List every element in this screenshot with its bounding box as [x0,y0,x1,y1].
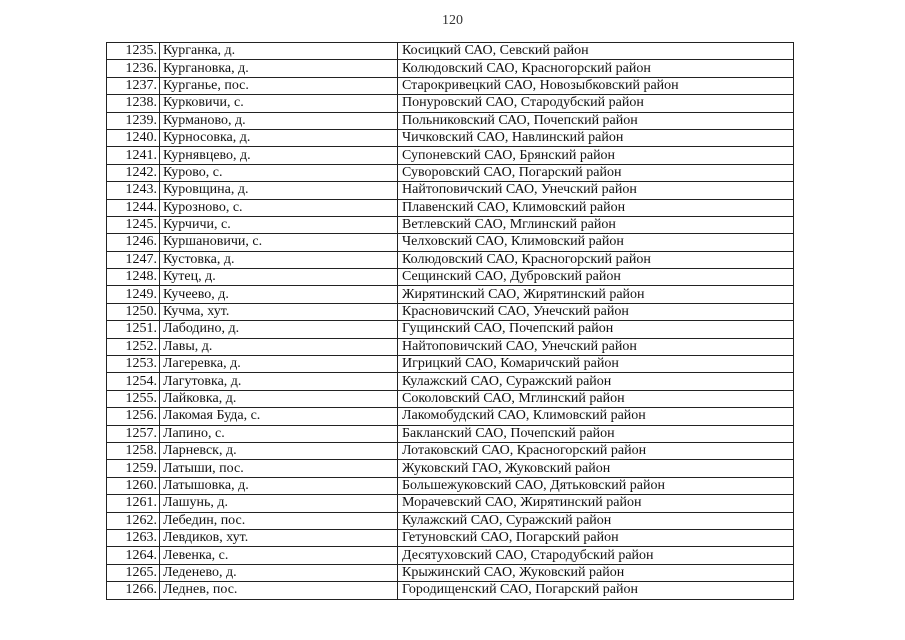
settlement-name-cell: Ларневск, д. [160,442,398,459]
settlement-name-cell: Курганье, пос. [160,77,398,94]
row-number-cell: 1260. [107,477,160,494]
row-number-cell: 1261. [107,495,160,512]
table-row [107,303,794,320]
settlement-name-cell: Левенка, с. [160,547,398,564]
table-row [107,147,794,164]
administration-cell: Кулажский САО, Суражский район [398,373,794,390]
row-number-cell: 1264. [107,547,160,564]
administration-cell: Лакомобудский САО, Климовский район [398,408,794,425]
row-number-cell: 1244. [107,199,160,216]
settlement-name-cell: Кустовка, д. [160,251,398,268]
settlement-name-cell: Лагеревка, д. [160,356,398,373]
row-number-cell: 1266. [107,582,160,599]
administration-cell: Польниковский САО, Почепский район [398,112,794,129]
settlement-name-cell: Курманово, д. [160,112,398,129]
row-number-cell: 1263. [107,529,160,546]
administration-cell: Крыжинский САО, Жуковский район [398,564,794,581]
administration-cell: Морачевский САО, Жирятинский район [398,495,794,512]
row-number-cell: 1241. [107,147,160,164]
table-row [107,582,794,599]
administration-cell: Городищенский САО, Погарский район [398,582,794,599]
table-row [107,338,794,355]
row-number-cell: 1262. [107,512,160,529]
settlements-table-body [107,43,794,600]
table-row [107,77,794,94]
settlements-table-container [106,42,794,600]
administration-cell: Чичковский САО, Навлинский район [398,129,794,146]
administration-cell: Большежуковский САО, Дятьковский район [398,477,794,494]
settlement-name-cell: Курносовка, д. [160,129,398,146]
administration-cell: Жуковский ГАО, Жуковский район [398,460,794,477]
row-number-cell: 1236. [107,60,160,77]
administration-cell: Десятуховский САО, Стародубский район [398,547,794,564]
table-row [107,547,794,564]
row-number-cell: 1255. [107,390,160,407]
administration-cell: Старокривецкий САО, Новозыбковский район [398,77,794,94]
table-row [107,564,794,581]
row-number-cell: 1254. [107,373,160,390]
row-number-cell: 1251. [107,321,160,338]
row-number-cell: 1247. [107,251,160,268]
settlement-name-cell: Курнявцево, д. [160,147,398,164]
settlement-name-cell: Латышовка, д. [160,477,398,494]
table-row [107,182,794,199]
table-row [107,43,794,60]
table-row [107,60,794,77]
settlement-name-cell: Курозново, с. [160,199,398,216]
settlements-table [106,42,794,600]
row-number-cell: 1246. [107,234,160,251]
settlement-name-cell: Кучеево, д. [160,286,398,303]
administration-cell: Найтоповичский САО, Унечский район [398,338,794,355]
administration-cell: Красновичский САО, Унечский район [398,303,794,320]
table-row [107,216,794,233]
table-row [107,442,794,459]
row-number-cell: 1248. [107,269,160,286]
settlement-name-cell: Кутец, д. [160,269,398,286]
row-number-cell: 1256. [107,408,160,425]
administration-cell: Суворовский САО, Погарский район [398,164,794,181]
table-row [107,95,794,112]
administration-cell: Найтоповичский САО, Унечский район [398,182,794,199]
row-number-cell: 1240. [107,129,160,146]
row-number-cell: 1242. [107,164,160,181]
table-row [107,495,794,512]
administration-cell: Жирятинский САО, Жирятинский район [398,286,794,303]
administration-cell: Челховский САО, Климовский район [398,234,794,251]
settlement-name-cell: Лапино, с. [160,425,398,442]
table-row [107,251,794,268]
settlement-name-cell: Курчичи, с. [160,216,398,233]
table-row [107,529,794,546]
table-row [107,373,794,390]
row-number-cell: 1239. [107,112,160,129]
table-row [107,269,794,286]
row-number-cell: 1250. [107,303,160,320]
settlement-name-cell: Лакомая Буда, с. [160,408,398,425]
administration-cell: Гетуновский САО, Погарский район [398,529,794,546]
settlement-name-cell: Лашунь, д. [160,495,398,512]
settlement-name-cell: Куршановичи, с. [160,234,398,251]
settlement-name-cell: Кургановка, д. [160,60,398,77]
row-number-cell: 1258. [107,442,160,459]
settlement-name-cell: Лавы, д. [160,338,398,355]
row-number-cell: 1235. [107,43,160,60]
administration-cell: Кулажский САО, Суражский район [398,512,794,529]
settlement-name-cell: Курковичи, с. [160,95,398,112]
table-row [107,199,794,216]
administration-cell: Колюдовский САО, Красногорский район [398,60,794,77]
table-row [107,129,794,146]
administration-cell: Гущинский САО, Почепский район [398,321,794,338]
administration-cell: Лотаковский САО, Красногорский район [398,442,794,459]
administration-cell: Соколовский САО, Мглинский район [398,390,794,407]
table-row [107,234,794,251]
administration-cell: Игрицкий САО, Комаричский район [398,356,794,373]
settlement-name-cell: Лебедин, пос. [160,512,398,529]
administration-cell: Бакланский САО, Почепский район [398,425,794,442]
row-number-cell: 1249. [107,286,160,303]
table-row [107,390,794,407]
settlement-name-cell: Лагутовка, д. [160,373,398,390]
settlement-name-cell: Леднев, пос. [160,582,398,599]
page-number: 120 [442,13,463,28]
settlement-name-cell: Кучма, хут. [160,303,398,320]
administration-cell: Колюдовский САО, Красногорский район [398,251,794,268]
row-number-cell: 1265. [107,564,160,581]
settlement-name-cell: Лабодино, д. [160,321,398,338]
administration-cell: Ветлевский САО, Мглинский район [398,216,794,233]
administration-cell: Сещинский САО, Дубровский район [398,269,794,286]
row-number-cell: 1252. [107,338,160,355]
row-number-cell: 1237. [107,77,160,94]
administration-cell: Плавенский САО, Климовский район [398,199,794,216]
table-row [107,286,794,303]
table-row [107,408,794,425]
row-number-cell: 1253. [107,356,160,373]
row-number-cell: 1243. [107,182,160,199]
table-row [107,321,794,338]
row-number-cell: 1257. [107,425,160,442]
administration-cell: Косицкий САО, Севский район [398,43,794,60]
settlement-name-cell: Лайковка, д. [160,390,398,407]
administration-cell: Понуровский САО, Стародубский район [398,95,794,112]
settlement-name-cell: Курово, с. [160,164,398,181]
settlement-name-cell: Латыши, пос. [160,460,398,477]
table-row [107,477,794,494]
settlement-name-cell: Куровщина, д. [160,182,398,199]
table-row [107,512,794,529]
settlement-name-cell: Леденево, д. [160,564,398,581]
table-row [107,164,794,181]
settlement-name-cell: Курганка, д. [160,43,398,60]
table-row [107,356,794,373]
row-number-cell: 1245. [107,216,160,233]
administration-cell: Супоневский САО, Брянский район [398,147,794,164]
table-row [107,460,794,477]
table-row [107,425,794,442]
settlement-name-cell: Левдиков, хут. [160,529,398,546]
row-number-cell: 1259. [107,460,160,477]
row-number-cell: 1238. [107,95,160,112]
table-row [107,112,794,129]
